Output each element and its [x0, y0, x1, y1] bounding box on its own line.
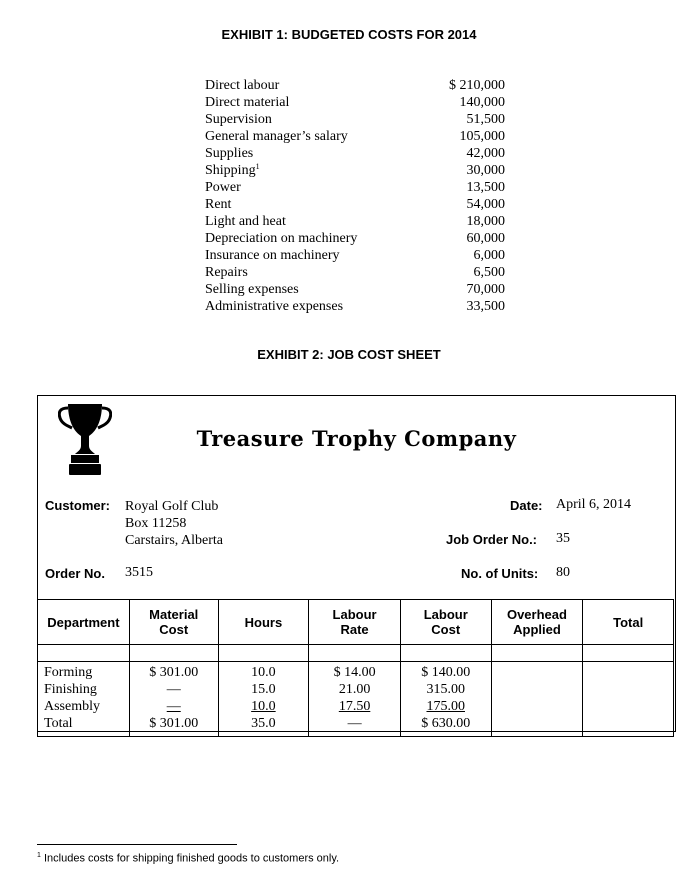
labour-cost-forming: $ 140.00	[421, 665, 471, 680]
budget-label: Direct labour	[205, 78, 280, 93]
budget-label: Power	[205, 180, 241, 195]
order-no-label: Order No.	[45, 566, 105, 581]
units-value: 80	[556, 565, 570, 580]
department-total: Total	[44, 716, 73, 731]
department-finishing: Finishing	[44, 682, 97, 697]
budget-row	[205, 111, 505, 128]
header-line: Labour	[332, 607, 377, 622]
budget-label: Supplies	[205, 146, 254, 161]
column-header-overhead-applied	[491, 600, 583, 645]
budget-row	[205, 281, 505, 298]
budget-amount: 42,000	[466, 146, 505, 161]
table-cell	[38, 645, 130, 662]
job-order-label: Job Order No.:	[446, 532, 538, 547]
budget-amount: 18,000	[466, 214, 505, 229]
header-line: Cost	[159, 622, 189, 637]
budget-amount: 105,000	[459, 129, 505, 144]
column-header-department: Department	[38, 600, 130, 645]
material-cost-assembly: —	[166, 699, 181, 714]
hours-finishing: 15.0	[251, 682, 276, 697]
labour-cost-finishing: 315.00	[426, 682, 465, 697]
labour-cost-total: $ 630.00	[421, 716, 471, 731]
budget-amount: 60,000	[466, 231, 505, 246]
budget-row	[205, 77, 505, 94]
budget-row	[205, 264, 505, 281]
table-header-row	[38, 600, 674, 645]
job-order-value: 35	[556, 531, 570, 546]
company-name: Treasure Trophy Company	[196, 426, 517, 451]
customer-address	[125, 498, 223, 549]
budget-row	[205, 162, 505, 179]
budget-row	[205, 230, 505, 247]
budget-amount: 140,000	[459, 95, 505, 110]
table-cell	[400, 645, 491, 662]
hours-cell	[218, 662, 309, 737]
budget-row	[205, 213, 505, 230]
budget-amount: 54,000	[466, 197, 505, 212]
labour-rate-forming: $ 14.00	[333, 665, 376, 680]
budget-label: Direct material	[205, 95, 290, 110]
table-cell	[583, 645, 674, 662]
customer-line: Carstairs, Alberta	[125, 533, 223, 548]
material-cost-cell	[129, 662, 218, 737]
hours-total: 35.0	[251, 716, 276, 731]
budget-amount: 6,500	[473, 265, 505, 280]
customer-label: Customer:	[45, 498, 111, 513]
footnote	[37, 852, 339, 865]
footnote-reference: 1	[255, 162, 260, 171]
header-line: Overhead	[506, 607, 567, 622]
budget-row	[205, 247, 505, 264]
department-forming: Forming	[44, 665, 93, 680]
budgeted-costs-list	[205, 77, 505, 315]
budget-label: Insurance on machinery	[205, 248, 340, 263]
header-line: Rate	[340, 622, 369, 637]
budget-row	[205, 145, 505, 162]
budget-amount: 70,000	[466, 282, 505, 297]
budget-amount: 13,500	[466, 180, 505, 195]
hours-forming: 10.0	[251, 665, 276, 680]
exhibit-2-title: EXHIBIT 2: JOB COST SHEET	[257, 347, 441, 362]
labour-rate-cell	[309, 662, 401, 737]
budget-row	[205, 94, 505, 111]
column-header-labour-cost	[400, 600, 491, 645]
material-cost-total: $ 301.00	[149, 716, 199, 731]
footnote-divider	[37, 844, 237, 845]
table-spacer-row	[38, 645, 674, 662]
material-cost-forming: $ 301.00	[149, 665, 199, 680]
date-label: Date:	[510, 498, 543, 513]
customer-line: Box 11258	[125, 516, 187, 531]
budget-row	[205, 298, 505, 315]
job-cost-table	[37, 599, 674, 737]
budget-amount: 33,500	[466, 299, 505, 314]
budget-amount: 51,500	[466, 112, 505, 127]
material-cost-finishing: —	[166, 682, 181, 697]
budget-label-text: Shipping	[205, 163, 256, 178]
department-cell	[38, 662, 130, 737]
budget-row	[205, 196, 505, 213]
budget-label: Rent	[205, 197, 232, 212]
table-cell	[309, 645, 401, 662]
labour-rate-assembly: 17.50	[338, 699, 371, 714]
column-header-hours: Hours	[218, 600, 309, 645]
total-cell	[583, 662, 674, 737]
table-body-row	[38, 662, 674, 737]
header-line: Applied	[513, 622, 561, 637]
exhibit-1-title: EXHIBIT 1: BUDGETED COSTS FOR 2014	[221, 27, 477, 42]
header-line: Cost	[431, 622, 461, 637]
budget-row	[205, 179, 505, 196]
table-cell	[218, 645, 309, 662]
column-header-total: Total	[583, 600, 674, 645]
budget-amount: 6,000	[473, 248, 505, 263]
budget-label: Repairs	[205, 265, 248, 280]
budget-label: Selling expenses	[205, 282, 299, 297]
labour-cost-cell	[400, 662, 491, 737]
budget-label: Depreciation on machinery	[205, 231, 358, 246]
labour-rate-total: —	[347, 716, 362, 731]
overhead-applied-cell	[491, 662, 583, 737]
department-assembly: Assembly	[44, 699, 100, 714]
budget-label: Supervision	[205, 112, 272, 127]
customer-line: Royal Golf Club	[125, 499, 219, 514]
budget-amount: $ 210,000	[449, 78, 505, 93]
footnote-text: Includes costs for shipping finished goods to customers only.	[43, 852, 340, 865]
column-header-labour-rate	[309, 600, 401, 645]
job-cost-sheet	[37, 395, 676, 732]
budget-label: General manager’s salary	[205, 129, 348, 144]
header-line: Material	[149, 607, 199, 622]
column-header-material-cost	[129, 600, 218, 645]
budget-row	[205, 128, 505, 145]
table-cell	[129, 645, 218, 662]
footnote-mark: 1	[37, 852, 41, 859]
labour-cost-assembly: 175.00	[426, 699, 465, 714]
budget-amount: 30,000	[466, 163, 505, 178]
units-label: No. of Units:	[461, 566, 539, 581]
date-value: April 6, 2014	[556, 497, 632, 512]
budget-label: Light and heat	[205, 214, 286, 229]
labour-rate-finishing: 21.00	[338, 682, 371, 697]
budget-label	[205, 162, 260, 179]
table-cell	[491, 645, 583, 662]
order-no-value: 3515	[125, 565, 153, 580]
hours-assembly: 10.0	[251, 699, 276, 714]
budget-label: Administrative expenses	[205, 299, 344, 314]
header-line: Labour	[423, 607, 468, 622]
